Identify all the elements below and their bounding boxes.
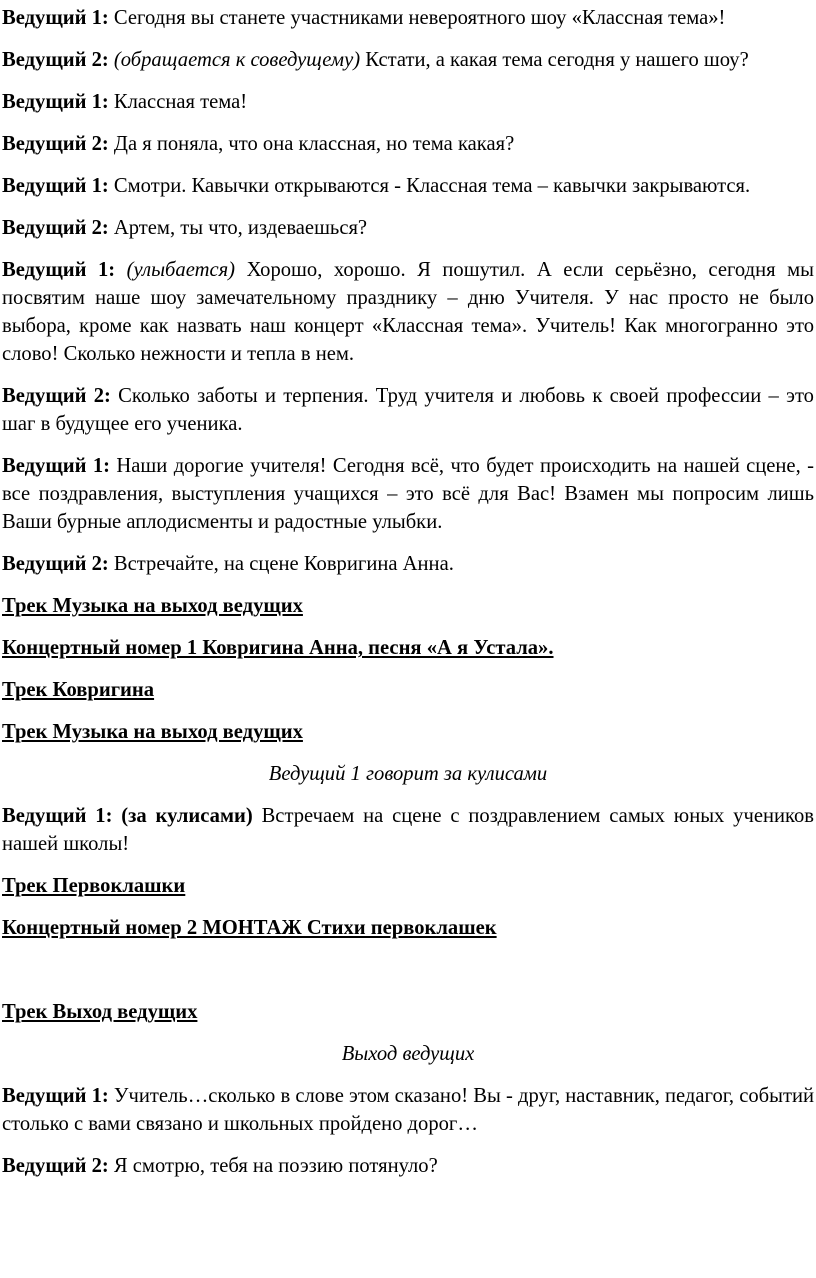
dialogue-line xyxy=(2,256,814,368)
dialogue-text: Наши дорогие учителя! Сегодня всё, что будет происходить на нашей сцене, - все поздравления, выступления учащихся – это всё для Вас! Взамен мы попросим лишь Ваши бурные аплодисменты и радостные улыбки. xyxy=(2,455,814,533)
dialogue-line xyxy=(2,452,814,536)
dialogue-text: Артем, ты что, издеваешься? xyxy=(108,217,368,239)
speaker-label: Ведущий 1: xyxy=(2,91,109,113)
dialogue-text: Учитель…сколько в слове этом сказано! Вы - друг, наставник, педагог, событий столько с вами связано и школьных пройдено дорог… xyxy=(2,1085,814,1135)
dialogue-line xyxy=(2,130,814,158)
dialogue-line xyxy=(2,4,814,32)
speaker-label: Ведущий 2: xyxy=(2,1155,109,1177)
dialogue-line xyxy=(2,46,814,74)
concert-number-cue: Концертный номер 2 МОНТАЖ Стихи первоклашек xyxy=(2,917,497,939)
track-cue: Трек Первоклашки xyxy=(2,875,186,897)
stage-note: Выход ведущих xyxy=(341,1043,475,1065)
dialogue-text: Сегодня вы станете участниками невероятного шоу «Классная тема»! xyxy=(108,7,726,29)
track-cue: Трек Ковригина xyxy=(2,679,155,701)
dialogue-line xyxy=(2,1082,814,1138)
track-cue: Трек Выход ведущих xyxy=(2,1001,198,1023)
track-cue: Трек Музыка на выход ведущих xyxy=(2,595,303,617)
speaker-label: Ведущий 1: xyxy=(2,7,109,29)
dialogue-text: Да я поняла, что она классная, но тема какая? xyxy=(108,133,515,155)
track-cue: Трек Музыка на выход ведущих xyxy=(2,721,303,743)
speaker-label: Ведущий 1: xyxy=(2,455,110,477)
speaker-label: Ведущий 1: xyxy=(2,259,116,281)
speaker-label: Ведущий 2: xyxy=(2,553,109,575)
dialogue-text: Хорошо, хорошо. Я пошутил. А если серьёзно, сегодня мы посвятим наше шоу замечательному празднику – дню Учителя. У нас просто не было выбора, кроме как назвать наш концерт «Классная тема». Учитель! Как многогранно это слово! Сколько нежности и тепла в нем. xyxy=(2,259,814,365)
speaker-label: Ведущий 1: xyxy=(2,1085,109,1107)
stage-direction: (обращается к соведущему) xyxy=(108,49,361,71)
dialogue-line xyxy=(2,214,814,242)
concert-number-cue: Концертный номер 1 Ковригина Анна, песня «А я Устала». xyxy=(2,637,554,659)
speaker-label: Ведущий 2: xyxy=(2,133,109,155)
dialogue-line xyxy=(2,88,814,116)
speaker-label: Ведущий 2: xyxy=(2,49,109,71)
dialogue-line xyxy=(2,802,814,858)
dialogue-line xyxy=(2,1152,814,1180)
speaker-label: Ведущий 2: xyxy=(2,217,109,239)
stage-note: Ведущий 1 говорит за кулисами xyxy=(268,763,548,785)
dialogue-line xyxy=(2,172,814,200)
dialogue-text: Встречаем на сцене с поздравлением самых юных учеников нашей школы! xyxy=(2,805,814,855)
speaker-label: Ведущий 2: xyxy=(2,385,111,407)
blank-spacer xyxy=(2,956,814,998)
speaker-label: Ведущий 1: (за кулисами) xyxy=(2,805,253,827)
dialogue-text: Я смотрю, тебя на поэзию потянуло? xyxy=(108,1155,438,1177)
dialogue-text: Сколько заботы и терпения. Труд учителя и любовь к своей профессии – это шаг в будущее его ученика. xyxy=(2,385,814,435)
dialogue-text: Смотри. Кавычки открываются - Классная тема – кавычки закрываются. xyxy=(108,175,751,197)
dialogue-text: Кстати, а какая тема сегодня у нашего шоу? xyxy=(360,49,749,71)
dialogue-line xyxy=(2,550,814,578)
dialogue-text: Классная тема! xyxy=(108,91,248,113)
stage-direction: (улыбается) xyxy=(115,259,236,281)
dialogue-line xyxy=(2,382,814,438)
dialogue-text: Встречайте, на сцене Ковригина Анна. xyxy=(108,553,454,575)
speaker-label: Ведущий 1: xyxy=(2,175,109,197)
